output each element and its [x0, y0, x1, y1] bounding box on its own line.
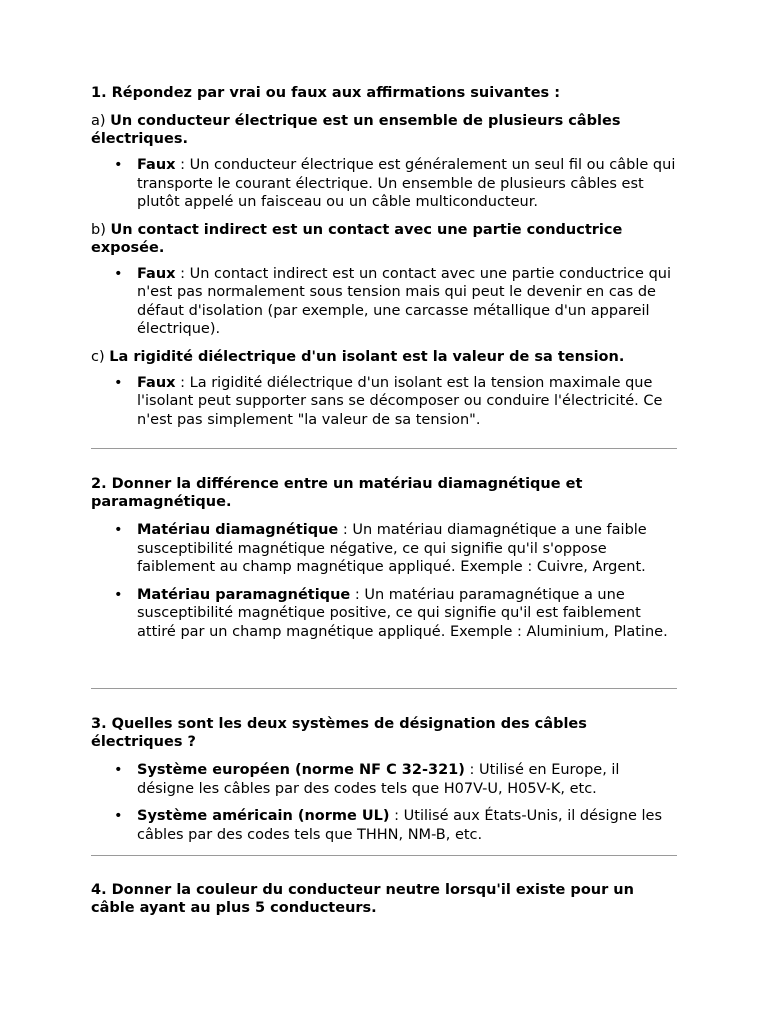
section-1	[91, 84, 677, 438]
statement-text: Un contact indirect est un contact avec une partie conductrice exposée.	[91, 221, 623, 256]
list-item	[137, 807, 677, 844]
verdict: Faux	[137, 265, 176, 282]
statement-text: Un conducteur électrique est un ensemble de plusieurs câbles électriques.	[91, 113, 621, 147]
question-3-title: 3. Quelles sont les deux systèmes de désignation des câbles électriques ?	[91, 716, 587, 750]
statement-text: La rigidité diélectrique d'un isolant est la valeur de sa tension.	[109, 348, 625, 365]
list-item	[137, 761, 677, 798]
answer-list	[91, 761, 677, 844]
statement-letter: a)	[91, 113, 106, 129]
term: Matériau diamagnétique	[137, 522, 339, 538]
term: Système européen (norme NF C 32-321)	[137, 762, 465, 778]
answer-list-b	[91, 265, 677, 339]
question-2-title: 2. Donner la différence entre un matériau diamagnétique et paramagnétique.	[91, 476, 583, 510]
explanation: : La rigidité diélectrique d'un isolant est la tension maximale que l'isolant peut supporter sans se décomposer ou conduire l'électricité. Ce n'est pas simplement "la valeur de sa tension".	[137, 374, 663, 428]
list-item	[137, 586, 677, 642]
list-item	[137, 374, 677, 430]
definition: : Un matériau diamagnétique a une faible susceptibilité magnétique négative, ce qui signifie qu'il s'oppose faiblement au champ magnétique appliqué. Exemple : Cuivre, Argent.	[137, 522, 647, 575]
section-divider	[91, 855, 677, 856]
section-divider	[91, 448, 677, 449]
definition: : Un matériau paramagnétique a une susceptibilité magnétique positive, ce qui signifie qu'il est faiblement attiré par un champ magnétique appliqué. Exemple : Aluminium, Platine.	[137, 586, 668, 640]
section-divider	[91, 688, 677, 689]
statement-letter: b)	[91, 221, 106, 238]
verdict: Faux	[137, 374, 176, 391]
statement-c	[91, 348, 677, 366]
answer-list-a	[91, 156, 677, 212]
list-item	[137, 156, 677, 212]
explanation: : Un contact indirect est un contact avec une partie conductrice qui n'est pas normalement sous tension mais qui peut le devenir en cas de défaut d'isolation (par exemple, une carcasse métallique d'un appareil électrique).	[137, 265, 671, 337]
section-4	[91, 881, 677, 927]
answer-list-c	[91, 374, 677, 430]
statement-a	[91, 112, 677, 148]
term: Matériau paramagnétique	[137, 586, 351, 603]
question-4-title: 4. Donner la couleur du conducteur neutre lorsqu'il existe pour un câble ayant au plus 5 conducteurs.	[91, 882, 634, 916]
section-3	[91, 715, 677, 853]
explanation: : Un conducteur électrique est généralement un seul fil ou câble qui transporte le courant électrique. Un ensemble de plusieurs câbles est plutôt appelé un faisceau ou un câble multiconducteur.	[137, 157, 676, 210]
section-2	[91, 475, 677, 650]
answer-list	[91, 521, 677, 641]
definition: : Utilisé aux États-Unis, il désigne les câbles par des codes tels que THHN, NM-B, etc.	[137, 808, 662, 843]
statement-letter: c)	[91, 348, 105, 365]
statement-b	[91, 221, 677, 257]
list-item	[137, 265, 677, 339]
question-1-title: 1. Répondez par vrai ou faux aux affirmations suivantes :	[91, 85, 561, 101]
verdict: Faux	[137, 157, 176, 173]
list-item	[137, 521, 677, 577]
definition: : Utilisé en Europe, il désigne les câbles par des codes tels que H07V-U, H05V-K, etc.	[137, 762, 620, 797]
term: Système américain (norme UL)	[137, 808, 390, 824]
